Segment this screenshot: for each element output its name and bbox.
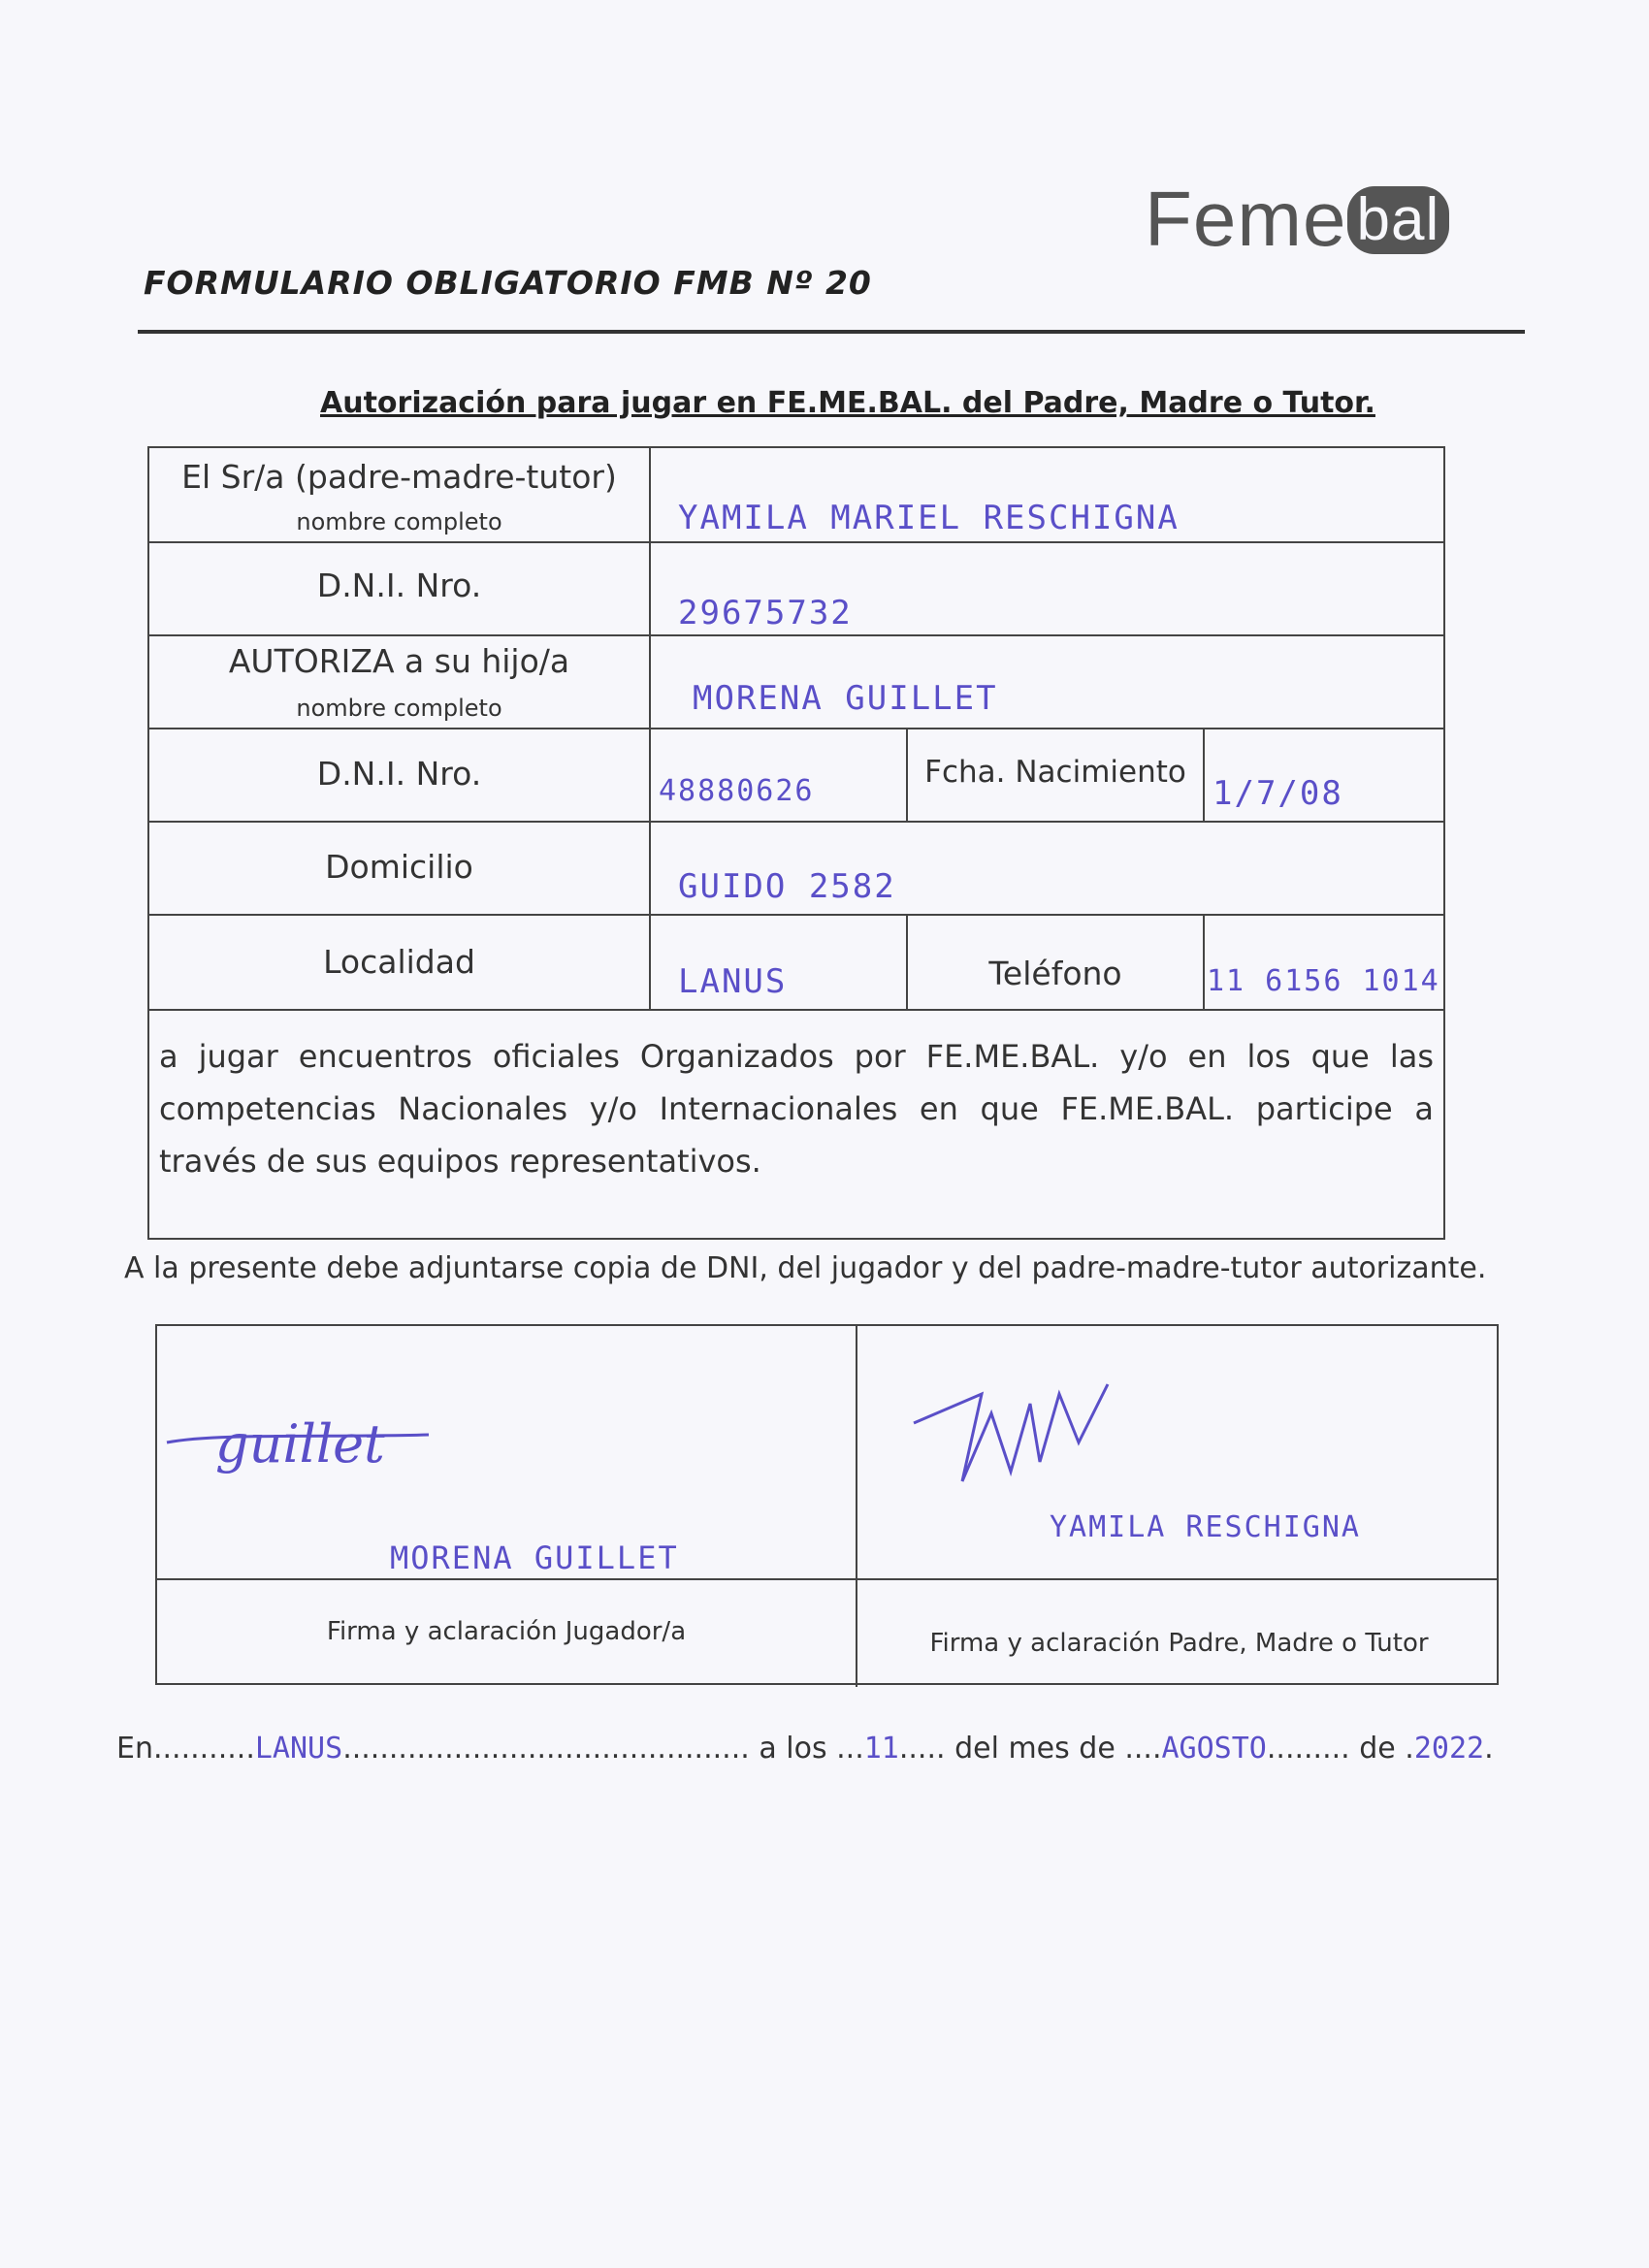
guardian-dni-field[interactable]: 29675732: [678, 594, 853, 632]
month-field[interactable]: AGOSTO: [1161, 1732, 1267, 1766]
player-printed-name: MORENA GUILLET: [390, 1539, 679, 1576]
tutor-printed-name: YAMILA RESCHIGNA: [1050, 1510, 1361, 1544]
locality-label: Localidad: [323, 943, 475, 981]
attachment-note: A la presente debe adjuntarse copia de DNI, del jugador y del padre-madre-tutor autorizante.: [124, 1251, 1487, 1285]
guardian-sublabel: nombre completo: [296, 508, 502, 535]
address-field[interactable]: GUIDO 2582: [678, 867, 896, 906]
player-signature-caption: Firma y aclaración Jugador/a: [326, 1617, 687, 1646]
guardian-name-field[interactable]: YAMILA MARIEL RESCHIGNA: [678, 499, 1180, 537]
authorization-paragraph: a jugar encuentros oficiales Organizados por FE.ME.BAL. y/o en los que las competencias Nacionales y/o Internacionales en que FE.ME.BAL. participe a través de sus equipos representativos.: [159, 1038, 1434, 1180]
a-los-label: a los: [759, 1732, 827, 1766]
de-label: de: [1359, 1732, 1396, 1766]
signature-table: [155, 1324, 1499, 1685]
tutor-signature-caption: Firma y aclaración Padre, Madre o Tutor: [929, 1629, 1429, 1658]
en-label: En: [116, 1732, 153, 1766]
city-field[interactable]: LANUS: [254, 1732, 343, 1766]
authorization-table: [147, 446, 1445, 1240]
birth-date-label: Fcha. Nacimiento: [924, 755, 1186, 790]
locality-field[interactable]: LANUS: [678, 962, 788, 1001]
dni-label-guardian: D.N.I. Nro.: [316, 567, 482, 604]
player-signature: guillet: [215, 1413, 385, 1474]
mes-label: del mes de: [954, 1732, 1116, 1766]
authorize-label: AUTORIZA a su hijo/a: [228, 642, 570, 680]
year-field[interactable]: 2022: [1413, 1732, 1485, 1766]
birth-date-field[interactable]: 1/7/08: [1212, 774, 1343, 813]
dni-label-child: D.N.I. Nro.: [316, 755, 482, 793]
form-title: FORMULARIO OBLIGATORIO FMB Nº 20: [144, 264, 872, 302]
femebal-logo: Feme bal: [1145, 175, 1449, 264]
address-label: Domicilio: [325, 848, 473, 886]
phone-label: Teléfono: [988, 955, 1122, 992]
child-dni-field[interactable]: 48880626: [659, 774, 815, 808]
child-sublabel: nombre completo: [296, 695, 502, 722]
guardian-label: El Sr/a (padre-madre-tutor): [181, 458, 617, 496]
day-field[interactable]: 11: [863, 1732, 899, 1766]
tutor-signature-stroke: [914, 1384, 1108, 1481]
child-name-field[interactable]: MORENA GUILLET: [693, 679, 998, 718]
form-subtitle: Autorización para jugar en FE.ME.BAL. del Padre, Madre o Tutor.: [320, 386, 1375, 420]
header-divider: [138, 330, 1525, 334]
date-line: En...........LANUS............................................ a los ...11..... del mes de ....AGOSTO......... de .2022.: [116, 1732, 1494, 1766]
phone-field[interactable]: 11 6156 1014: [1207, 964, 1440, 998]
